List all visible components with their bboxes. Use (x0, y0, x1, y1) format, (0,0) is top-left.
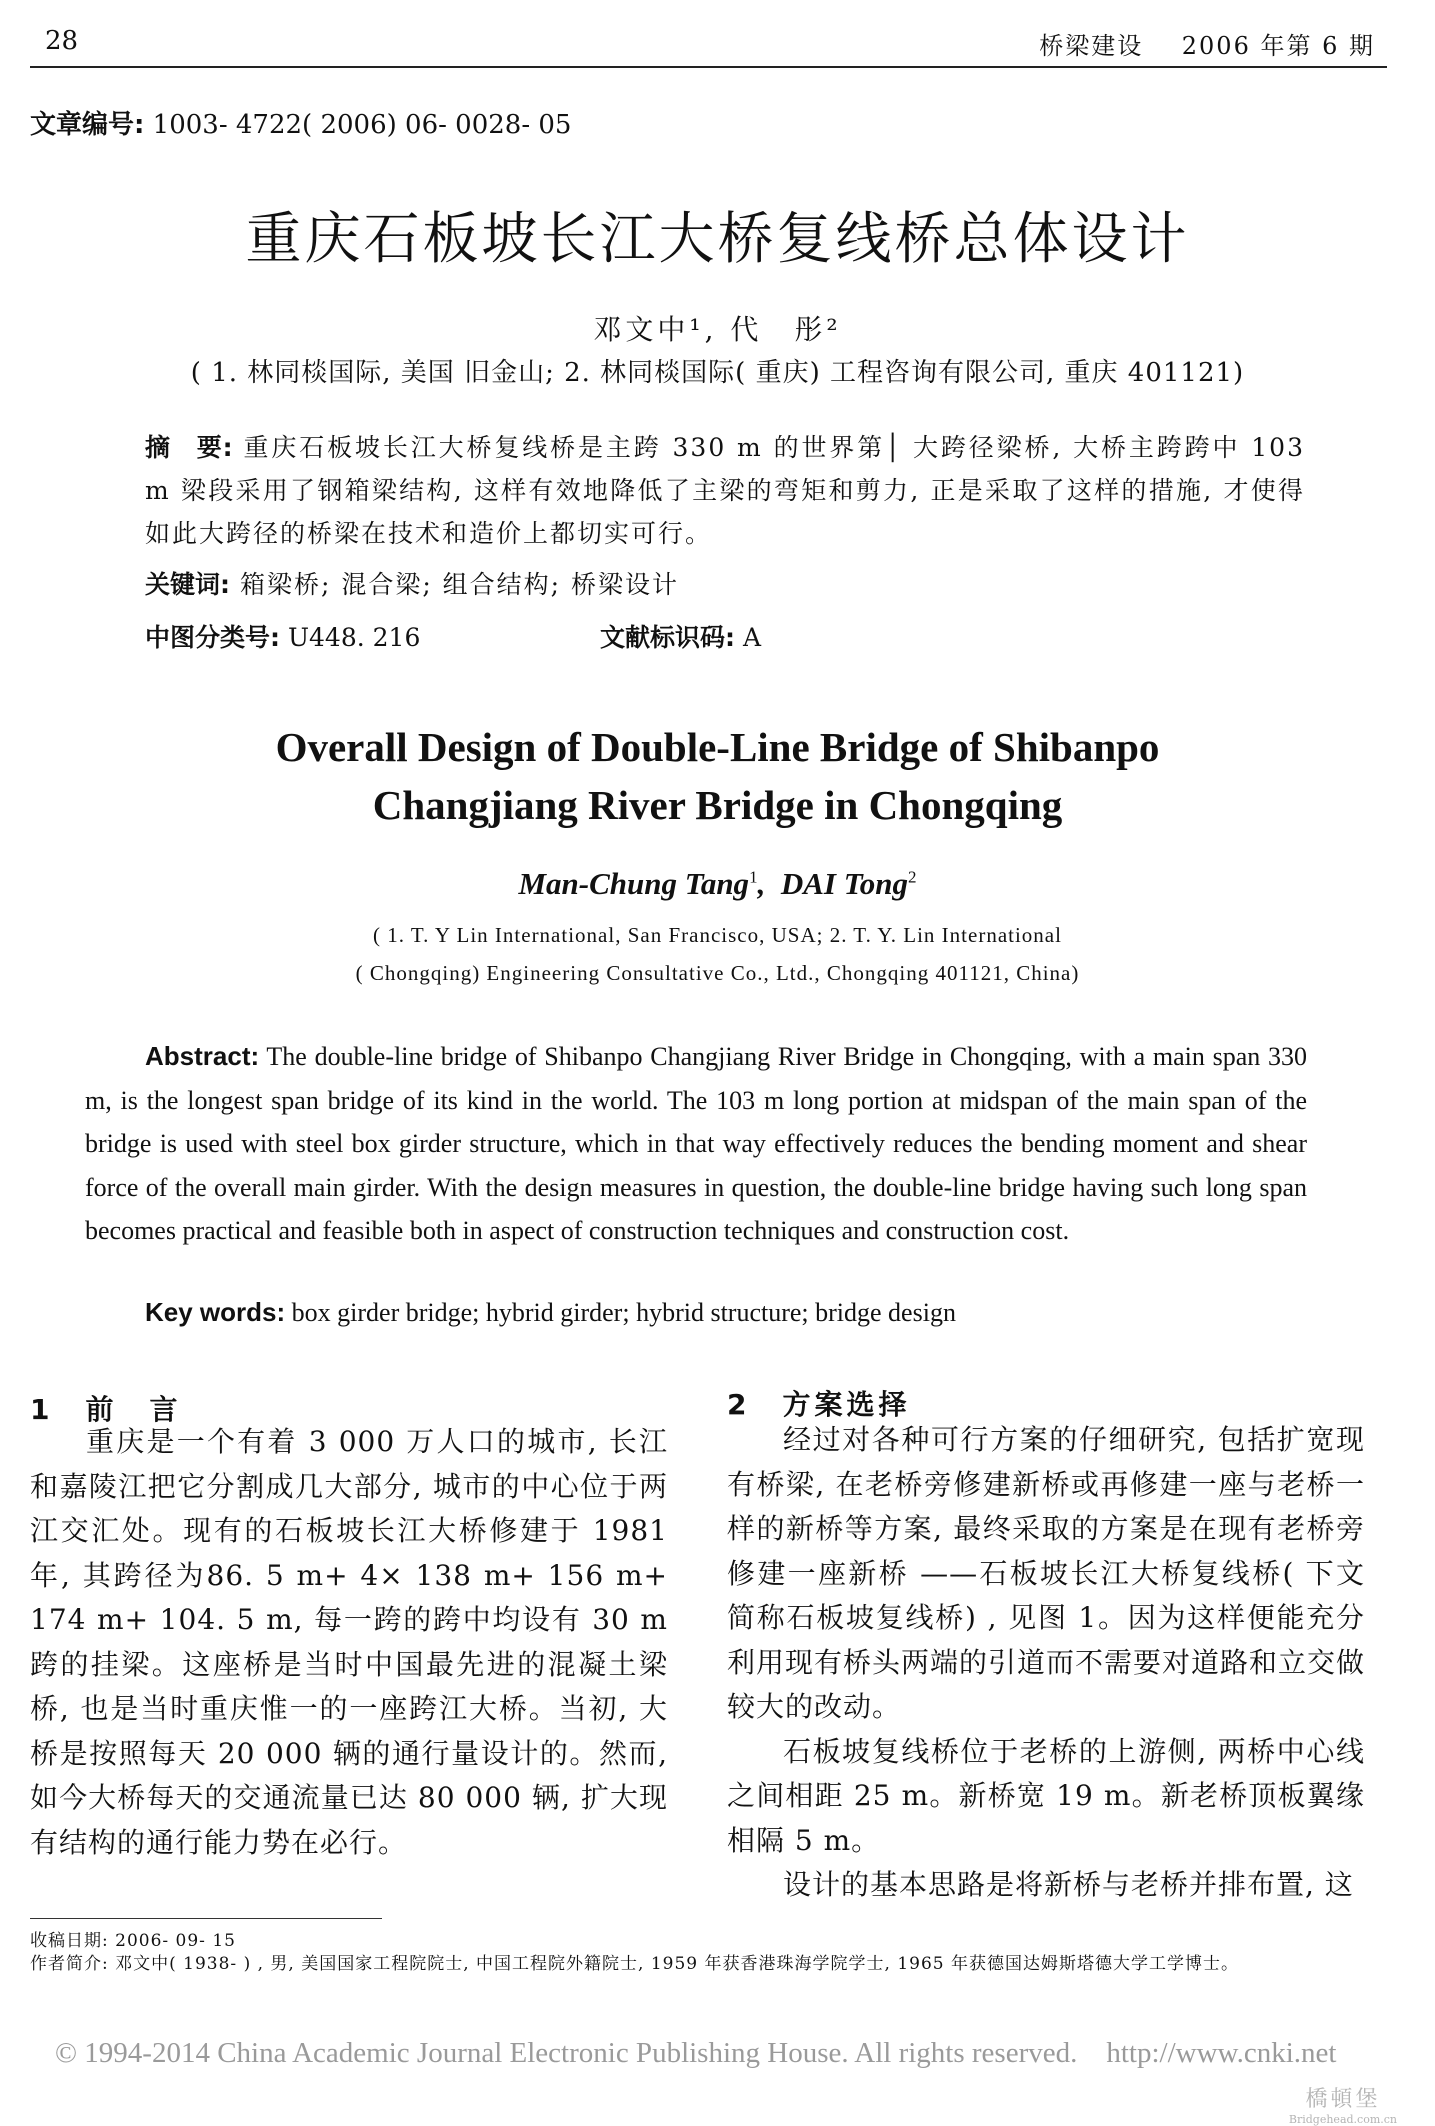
footnote-received-date: 收稿日期: 2006- 09- 15 (30, 1931, 236, 1951)
section-2-paragraph: 石板坡复线桥位于老桥的上游侧, 两桥中心线之间相距 25 m。新桥宽 19 m。新老桥顶板翼缘相隔 5 m。 (727, 1734, 1365, 1857)
title-english (0, 718, 1435, 834)
authors-english (0, 866, 1435, 902)
abstract-chinese-label: 摘 要: (145, 433, 233, 462)
author-separator: , (757, 866, 781, 901)
affiliation-chinese: ( 1. 林同棪国际, 美国 旧金山; 2. 林同棪国际( 重庆) 工程咨询有限公司, 重庆 401121) (190, 358, 1245, 388)
title-english-line1: Overall Design of Double-Line Bridge of Shibanpo (275, 724, 1160, 770)
keywords-chinese-label: 关键词: (145, 570, 230, 599)
keywords-english-text: box girder bridge; hybrid girder; hybrid structure; bridge design (285, 1298, 956, 1327)
keywords-english (145, 1297, 956, 1328)
copyright-notice: © 1994-2014 China Academic Journal Electronic Publishing House. All rights reserved. http://www.cnki.net (55, 2037, 1337, 2069)
abstract-english (85, 1035, 1307, 1253)
abstract-english-label: Abstract: (145, 1041, 260, 1071)
journal-issue: 桥梁建设 2006 年第 6 期 (1039, 32, 1375, 60)
footnote-author-bio: 作者简介: 邓文中( 1938- ) , 男, 美国国家工程院院士, 中国工程院外籍院士, 1959 年获香港珠海学院学士, 1965 年获德国达姆斯塔德大学工学博士。 (30, 1954, 1239, 1974)
keywords-chinese (145, 565, 679, 601)
section-1-body (30, 1420, 668, 1865)
author-2-affil-mark: 2 (908, 867, 917, 887)
affiliation-english-line1: ( 1. T. Y Lin International, San Francisco, USA; 2. T. Y. Lin International (373, 923, 1062, 947)
clc-number (145, 618, 420, 654)
document-code (600, 618, 761, 654)
section-2-paragraph: 设计的基本思路是将新桥与老桥并排布置, 这 (783, 1868, 1354, 1901)
title-english-line2: Changjiang River Bridge in Chongqing (372, 782, 1063, 828)
author-2: DAI Tong (780, 866, 909, 901)
watermark-domain: Bridgehead.com.cn (1288, 2113, 1397, 2126)
article-id-label: 文章编号: (30, 110, 145, 140)
article-id-value: 1003- 4722( 2006) 06- 0028- 05 (144, 110, 572, 140)
document-code-label: 文献标识码: (600, 623, 735, 652)
abstract-chinese (145, 426, 1305, 555)
clc-value: U448. 216 (280, 623, 421, 652)
page-number: 28 (45, 26, 79, 56)
section-1-paragraph: 重庆是一个有着 3 000 万人口的城市, 长江和嘉陵江把它分割成几大部分, 城市的中心位于两江交汇处。现有的石板坡长江大桥修建于 1981 年, 其跨径为86. 5 m+ 4× 138 m+ 156 m+ 174 m+ 104. 5 m, 每一跨的跨中均设有 30 m 跨的挂梁。这座桥是当时中国最先进的混凝土梁桥, 也是当时重庆惟一的一座跨江大桥。当初, 大桥是按照每天 20 000 辆的通行量设计的。然而, 如今大桥每天的交通流量已达 80 000 辆, 扩大现有结构的通行能力势在必行。 (30, 1425, 668, 1859)
keywords-english-label: Key words: (145, 1297, 286, 1327)
abstract-english-text: The double-line bridge of Shibanpo Changjiang River Bridge in Chongqing, with a main span 330 m, is the longest span bridge of its kind in the world. The 103 m long portion at midspan of the main span of the bridge is used with steel box girder structure, which in that way effectively reduces the bending moment and shear force of the overall main girder. With the design measures in question, the double-line bridge having such long span becomes practical and feasible both in aspect of construction techniques and construction cost. (85, 1042, 1307, 1245)
watermark-logo-text: 橋頓堡 (1305, 2087, 1381, 2112)
section-2-heading: 2 方案选择 (727, 1388, 911, 1421)
title-chinese: 重庆石板坡长江大桥复线桥总体设计 (245, 207, 1190, 272)
footnote-divider (30, 1918, 382, 1919)
affiliation-english (0, 916, 1435, 992)
header-divider (30, 66, 1387, 68)
section-2-body (727, 1418, 1365, 1908)
authors-chinese: 邓文中¹, 代 彤² (593, 313, 842, 346)
footnotes (30, 1930, 1375, 1976)
keywords-chinese-text: 箱梁桥; 混合梁; 组合结构; 桥梁设计 (230, 570, 680, 599)
section-1-heading: 1 前 言 (30, 1393, 182, 1426)
affiliation-english-line2: ( Chongqing) Engineering Consultative Co., Ltd., Chongqing 401121, China) (355, 961, 1080, 985)
site-watermark (1289, 2082, 1397, 2126)
section-2-paragraph: 经过对各种可行方案的仔细研究, 包括扩宽现有桥梁, 在老桥旁修建新桥或再修建一座与老桥一样的新桥等方案, 最终采取的方案是在现有老桥旁修建一座新桥 ——石板坡长江大桥复线桥( 下文简称石板坡复线桥) , 见图 1。因为这样便能充分利用现有桥头两端的引道而不需要对道路和立交做较大的改动。 (727, 1423, 1366, 1723)
author-1: Man-Chung Tang (518, 866, 750, 901)
clc-label: 中图分类号: (145, 623, 280, 652)
author-1-affil-mark: 1 (749, 867, 758, 887)
article-id (30, 104, 571, 141)
document-code-value: A (735, 623, 762, 652)
abstract-chinese-text: 重庆石板坡长江大桥复线桥是主跨 330 m 的世界第│ 大跨径梁桥, 大桥主跨跨中 103 m 梁段采用了钢箱梁结构, 这样有效地降低了主梁的弯矩和剪力, 正是采取了这样的措施, 才使得如此大跨径的桥梁在技术和造价上都切实可行。 (145, 433, 1305, 548)
